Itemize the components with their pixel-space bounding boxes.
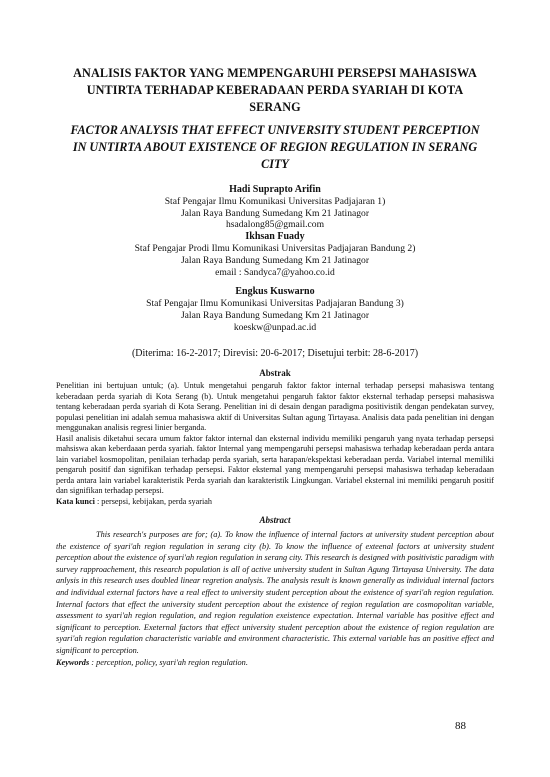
abstract-heading: Abstract	[259, 515, 291, 525]
author-block	[60, 184, 490, 334]
author-address: Jalan Raya Bandung Sumedang Km 21 Jatinagor	[180, 254, 370, 266]
author-affiliation: Staf Pengajar Prodi Ilmu Komunikasi Universitas Padjajaran Bandung 2)	[134, 242, 416, 254]
author-name: Ikhsan Fuady	[245, 231, 305, 243]
abstrak-paragraph-1: Penelitian ini bertujuan untuk; (a). Untuk mengetahui pengaruh faktor faktor internal terhadap persepsi mahasiswa tentang keberadaan perda syariah di Kota Serang (b). Untuk mengetahui pengaruh faktor faktor eksternal terhadap persepsi mahasiswa tentang keberadaan perda syariah di Kota Serang. Penelitian ini di desain dengan paradigma positivistik dengan pendekatan survey, populasi penelitian ini adalah semua mahasiswa aktif di Universitas Sultan agung Tirtayasa. Analisis data pada penelitian ini dengan menggunakan analisis regresi linier berganda.	[56, 381, 494, 432]
abstrak-body	[56, 381, 494, 507]
abstract-keywords	[56, 657, 494, 669]
submission-dates: (Diterima: 16-2-2017; Direvisi: 20-6-2017; Disetujui terbit: 28-6-2017)	[131, 348, 419, 359]
author-2	[60, 231, 490, 278]
abstrak-paragraph-2: Hasil analisis diketahui secara umum faktor faktor internal dan eksternal individu memiliki pengaruh yang nyata terhadap persepsi mahsiswa akan keberdaaan perda syariah. faktor Internal yang mempengaruhi persepsi mahasiswa terhadap keberadaan perda antara lain variabel kosmopolitan, penilaian terhadap perda syariah, serta harapan/ekspektasi keberadaan perda. Variabel internal memiliki pengaruh positif dan signifikan terhadap persepsi. Faktor eksternal yang mempengaruhi persepsi mahasiswa terhadap keberadaan perda antara lain variabel karakteristik Perda syariah dan karakteristik Lingkungan. Variabel eksternal ini memiliki pengaruh positif dan signifikan terhadap persepsi.	[56, 433, 494, 495]
author-affiliation: Staf Pengajar Ilmu Komunikasi Universitas Padjajaran Bandung 3)	[146, 298, 404, 310]
title-indonesian: ANALISIS FAKTOR YANG MEMPENGARUHI PERSEPSI MAHASISWA UNTIRTA TERHADAP KEBERADAAN PERDA SYARIAH DI KOTA SERANG	[73, 66, 477, 114]
keywords-text: : perception, policy, syari'ah region regulation.	[91, 657, 248, 667]
title-english: FACTOR ANALYSIS THAT EFFECT UNIVERSITY STUDENT PERCEPTION IN UNTIRTA ABOUT EXISTENCE OF REGION REGULATION IN SERANG CITY	[70, 123, 480, 171]
keywords-label: Keywords	[56, 657, 90, 667]
author-affiliation: Staf Pengajar Ilmu Komunikasi Universitas Padjajaran 1)	[164, 195, 386, 207]
author-3	[60, 286, 490, 333]
author-email: email : Sandyca7@yahoo.co.id	[215, 266, 335, 278]
abstrak-keywords	[56, 497, 494, 508]
author-email: hsadalong85@gmail.com	[225, 219, 325, 231]
author-1	[60, 184, 490, 231]
author-address: Jalan Raya Bandung Sumedang Km 21 Jatinagor	[180, 309, 370, 321]
page-number: 88	[455, 720, 466, 732]
keywords-label: Kata kunci	[56, 496, 95, 506]
author-name: Hadi Suprapto Arifin	[229, 184, 321, 195]
author-address: Jalan Raya Bandung Sumedang Km 21 Jatinagor	[180, 207, 370, 219]
author-email: koeskw@unpad.ac.id	[233, 321, 317, 333]
abstract-body	[56, 529, 494, 668]
abstrak-heading: Abstrak	[259, 368, 291, 378]
keywords-text: : persepsi, kebijakan, perda syariah	[96, 496, 212, 506]
author-name: Engkus Kuswarno	[235, 286, 315, 298]
abstract-paragraph: This research's purposes are for; (a). To know the influence of internal factors at university student perception about the existence of syari'ah region regulation in serang city (b). To know the influence of exteenal factors at university student perception about the existence of syari'ah region regulation in serang city. This research is designed with positivistic paradigm with survey rapproachement, this research population is all of active university student in Sultan Agung Tirtayasa University. The data anlysis in this research uses doubled linear regretion analysis. The analysis result is known generally as individual internal factors and individual external factors have a real effect to university student perception about the existence of syari'ah region regulation. Internal factors that effect the university student perception about the existence of region regulation are cosmopolitan variable, assessment to syari'ah region regulation, and region regulation exeistence expectation. Internal variable has positive effect and significant to perception. Exeternal factors that effect university student perception about the existence of region regulation are syari'ah region regulation characteristic variable and environment characteristic. This external variable has an positive effect and significant to perception.	[56, 530, 494, 655]
